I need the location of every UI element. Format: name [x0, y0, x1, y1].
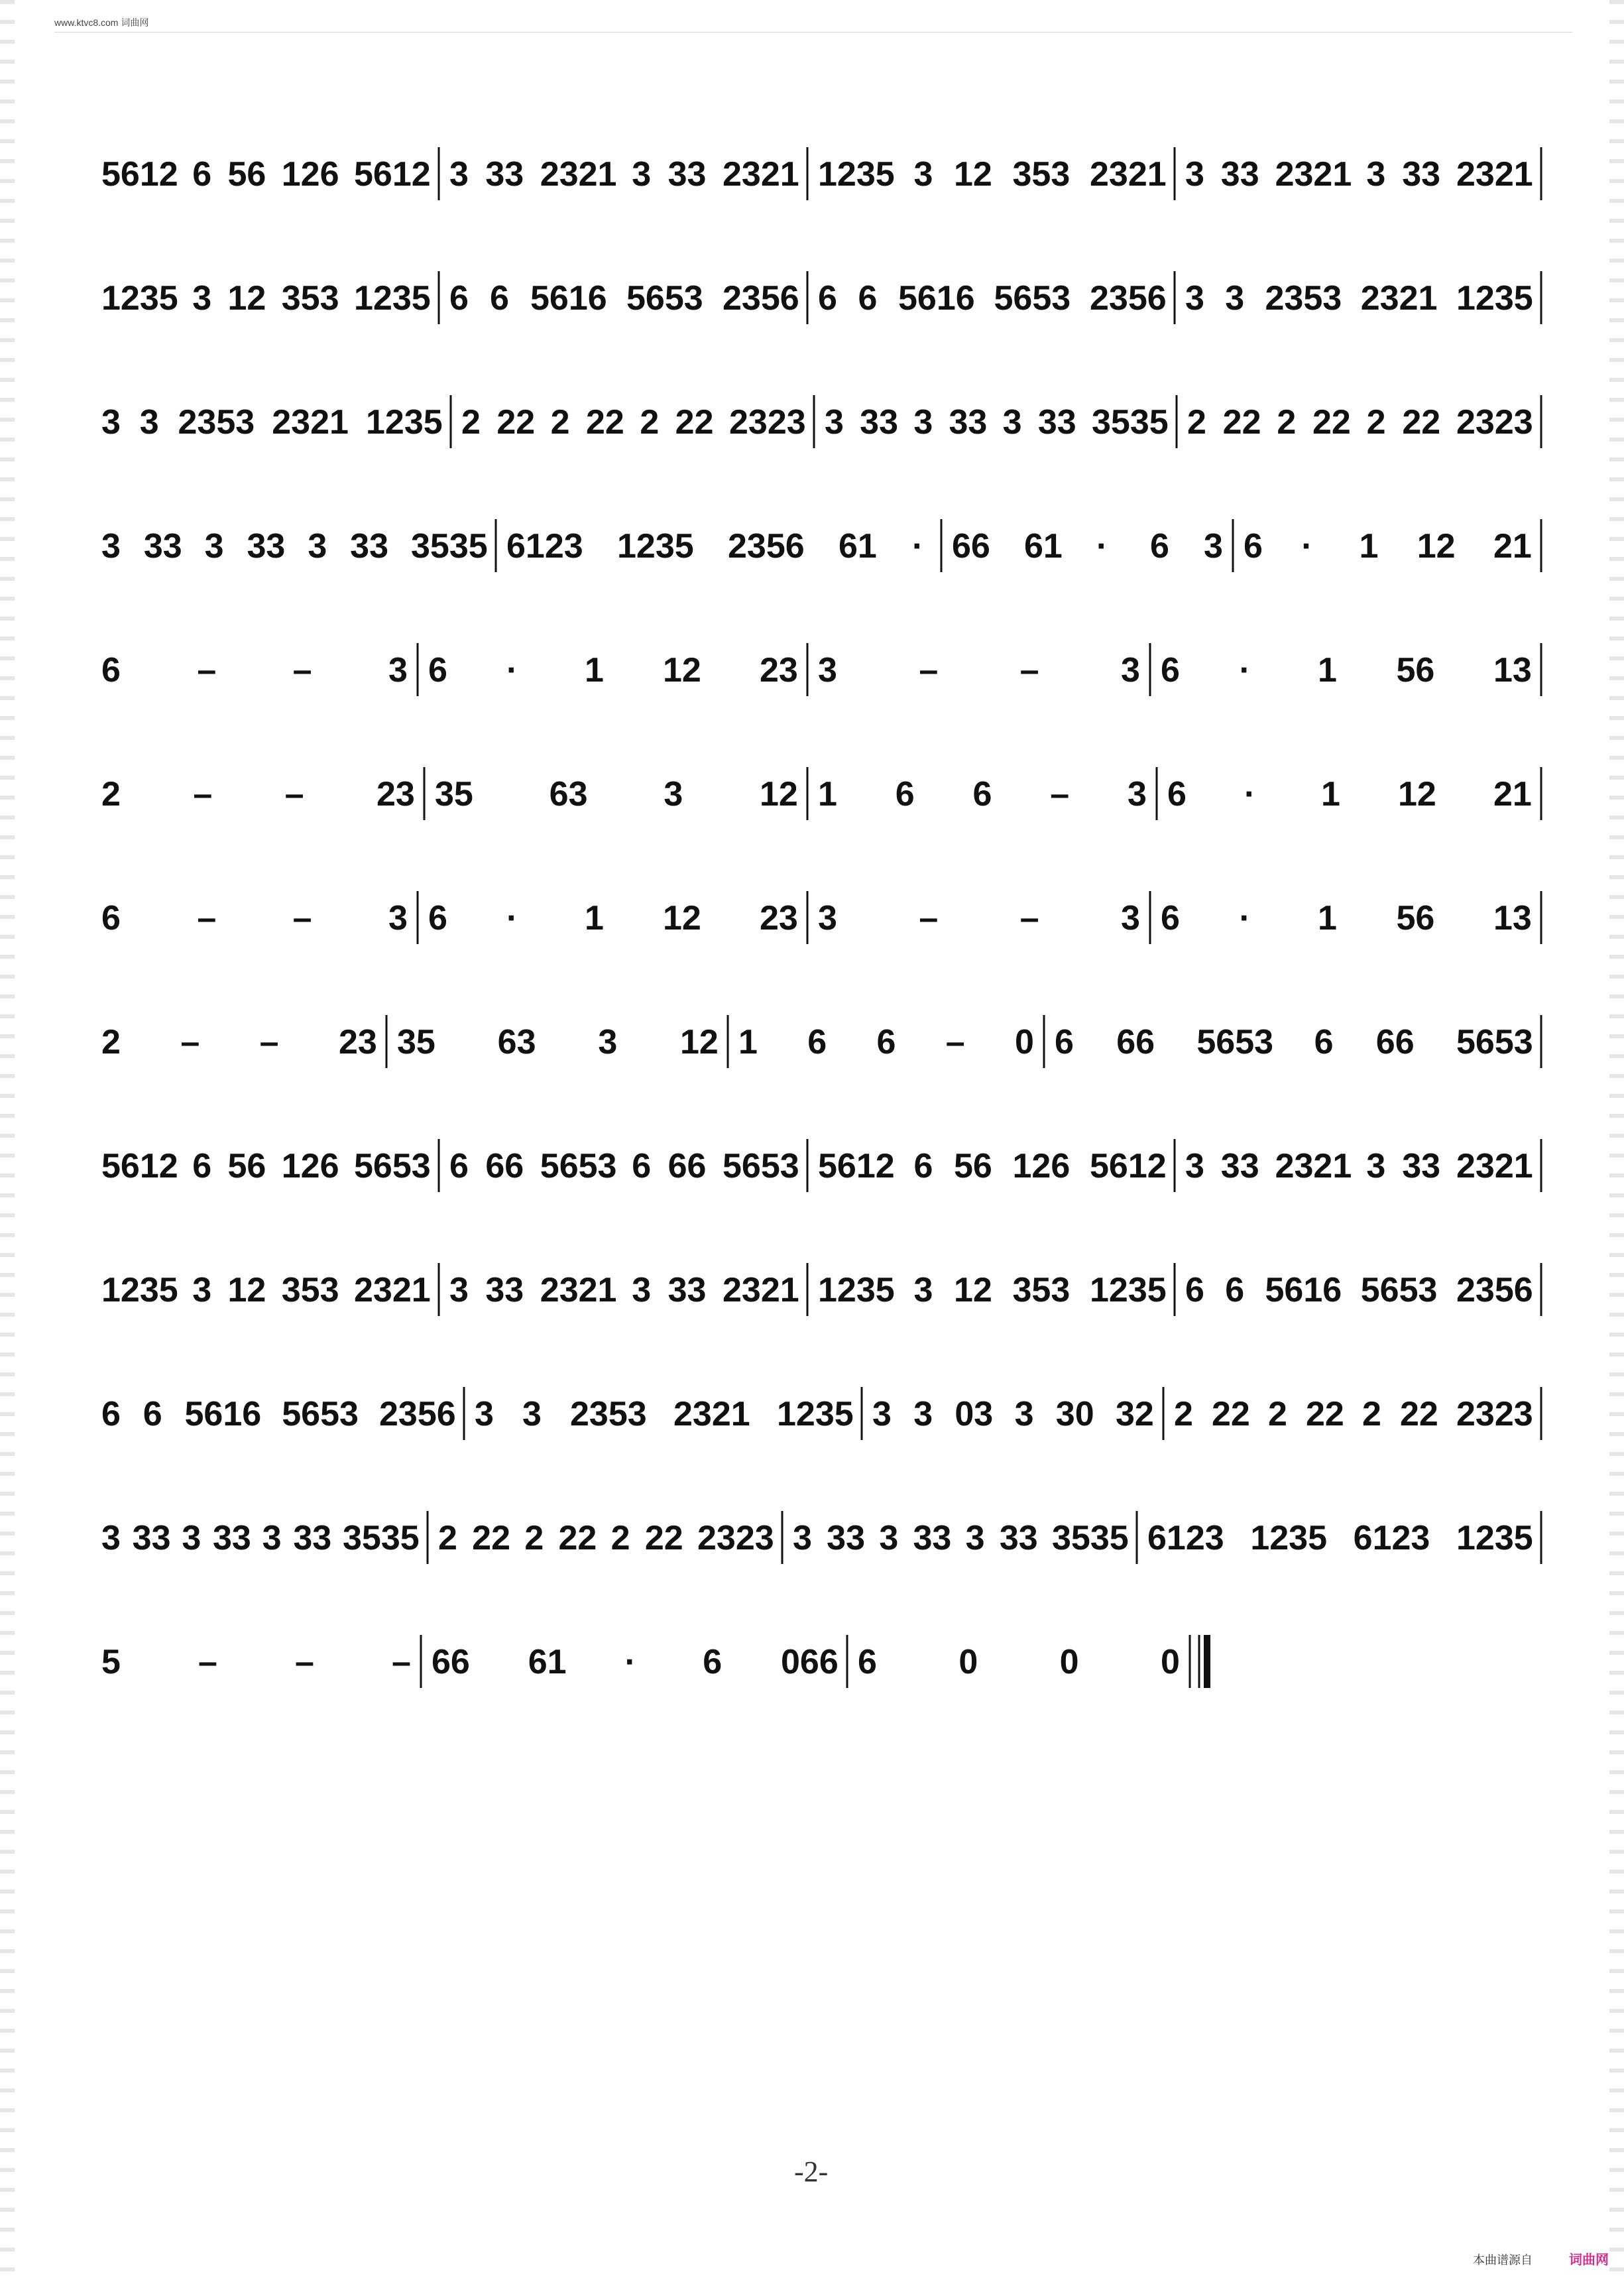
- note-group: 33: [485, 155, 524, 194]
- note-group: 33: [293, 1519, 332, 1557]
- note-group: 353: [1012, 155, 1071, 194]
- note-group: 2353: [1265, 279, 1342, 318]
- note-group: 22: [472, 1519, 511, 1557]
- note-group: 6: [1161, 899, 1180, 937]
- note-group: 2321: [272, 403, 349, 442]
- note-group: 3: [965, 1519, 985, 1557]
- note-group: –: [259, 1023, 279, 1061]
- note-group: 3: [204, 527, 224, 566]
- note-group: –: [197, 651, 217, 690]
- note-group: 3: [825, 403, 844, 442]
- note-group: 3: [308, 527, 327, 566]
- note-group: 2: [610, 1519, 630, 1557]
- note-group: 6: [1161, 651, 1180, 690]
- note-group: 2321: [1456, 155, 1533, 194]
- note-group: ·: [1301, 527, 1313, 566]
- note-group: 353: [1012, 1271, 1071, 1309]
- note-group: –: [295, 1643, 314, 1681]
- note-group: 3: [101, 403, 121, 442]
- note-group: 35: [397, 1023, 435, 1061]
- note-group: 23: [760, 651, 798, 690]
- note-group: 66: [667, 1147, 707, 1185]
- note-group: 6: [449, 279, 469, 318]
- note-group: 6: [632, 1147, 652, 1185]
- note-group: 066: [781, 1643, 839, 1681]
- note-group: 6: [192, 1147, 212, 1185]
- note-group: 6: [1167, 775, 1187, 813]
- note-group: 5: [101, 1643, 121, 1681]
- note-group: 22: [1400, 1395, 1438, 1433]
- note-group: 66: [485, 1147, 524, 1185]
- note-group: 12: [954, 155, 992, 194]
- note-group: 6: [192, 155, 212, 194]
- note-group: 56: [954, 1147, 992, 1185]
- note-group: 126: [281, 155, 339, 194]
- note-group: 2: [1362, 1395, 1381, 1433]
- note-group: 1235: [366, 403, 443, 442]
- note-group: –: [945, 1023, 965, 1061]
- note-group: 22: [1212, 1395, 1250, 1433]
- note-group: 3: [182, 1519, 202, 1557]
- note-group: 6: [858, 1643, 877, 1681]
- note-group: –: [197, 899, 217, 937]
- note-group: 6: [1244, 527, 1263, 566]
- note-group: 33: [667, 155, 707, 194]
- note-group: 1235: [101, 1271, 178, 1309]
- note-group: 2: [101, 1023, 121, 1061]
- note-group: 2321: [1275, 1147, 1352, 1185]
- note-group: 1235: [1456, 1519, 1533, 1557]
- note-group: ·: [506, 899, 518, 937]
- note-group: 1235: [1456, 279, 1533, 318]
- note-group: 1: [1321, 775, 1340, 813]
- note-group: 5653: [282, 1395, 359, 1433]
- note-group: 6: [972, 775, 992, 813]
- note-group: 1: [1359, 527, 1379, 566]
- note-group: ·: [1239, 899, 1251, 937]
- note-group: 33: [143, 527, 182, 566]
- note-group: 3535: [411, 527, 488, 566]
- note-group: 56: [1396, 899, 1435, 937]
- note-group: 61: [1024, 527, 1063, 566]
- note-group: 2321: [1090, 155, 1167, 194]
- note-group: 3: [388, 651, 408, 690]
- note-group: 6123: [506, 527, 583, 566]
- note-group: 3: [139, 403, 159, 442]
- note-group: 2356: [1090, 279, 1167, 318]
- note-group: 5653: [540, 1147, 617, 1185]
- note-group: ·: [1244, 775, 1256, 813]
- note-group: 6123: [1147, 1519, 1224, 1557]
- note-group: 3: [101, 527, 121, 566]
- note-group: 1235: [818, 1271, 895, 1309]
- note-group: 23: [339, 1023, 377, 1061]
- note-group: –: [1050, 775, 1070, 813]
- note-group: 2: [1366, 403, 1386, 442]
- note-group: 13: [1493, 899, 1532, 937]
- note-group: 63: [549, 775, 588, 813]
- note-group: 33: [999, 1519, 1038, 1557]
- note-group: 3: [192, 279, 212, 318]
- note-group: 3: [872, 1395, 892, 1433]
- note-group: 12: [1417, 527, 1456, 566]
- note-group: 33: [1402, 155, 1441, 194]
- note-group: 3: [1002, 403, 1022, 442]
- note-group: 3: [1225, 279, 1245, 318]
- note-group: 5653: [994, 279, 1071, 318]
- note-group: 3: [913, 1395, 933, 1433]
- note-group: 1: [585, 651, 604, 690]
- note-group: 56: [227, 155, 266, 194]
- note-group: 3: [1185, 155, 1204, 194]
- note-group: 1: [1318, 651, 1337, 690]
- note-group: 2323: [1456, 403, 1533, 442]
- note-group: 5616: [1265, 1271, 1342, 1309]
- note-group: 22: [644, 1519, 683, 1557]
- note-group: 2356: [728, 527, 805, 566]
- note-group: 126: [281, 1147, 339, 1185]
- note-group: 1235: [777, 1395, 854, 1433]
- note-group: 33: [827, 1519, 866, 1557]
- note-group: 126: [1012, 1147, 1071, 1185]
- note-group: 2323: [1456, 1395, 1533, 1433]
- note-group: 12: [227, 1271, 266, 1309]
- note-group: 3: [522, 1395, 542, 1433]
- note-group: 33: [132, 1519, 171, 1557]
- note-group: 2321: [1275, 155, 1352, 194]
- note-group: ·: [1096, 527, 1108, 566]
- note-group: 6: [1314, 1023, 1334, 1061]
- note-group: 22: [1402, 403, 1441, 442]
- note-group: 2: [1268, 1395, 1287, 1433]
- note-group: ·: [624, 1643, 636, 1681]
- note-group: 0: [958, 1643, 978, 1681]
- note-group: 61: [839, 527, 877, 566]
- note-group: 22: [1306, 1395, 1344, 1433]
- note-group: –: [292, 899, 312, 937]
- note-group: 3: [475, 1395, 494, 1433]
- note-group: –: [180, 1023, 200, 1061]
- note-group: 13: [1493, 651, 1532, 690]
- note-group: 5653: [723, 1147, 799, 1185]
- note-group: 1: [1318, 899, 1337, 937]
- note-group: 2353: [178, 403, 255, 442]
- note-group: 2321: [723, 155, 799, 194]
- note-group: 6: [428, 899, 447, 937]
- note-group: 1235: [617, 527, 694, 566]
- note-group: 5612: [354, 155, 431, 194]
- note-group: 2: [524, 1519, 544, 1557]
- note-group: 33: [1220, 155, 1259, 194]
- note-group: 33: [913, 1519, 952, 1557]
- note-group: 6: [876, 1023, 896, 1061]
- note-group: 61: [528, 1643, 567, 1681]
- note-group: 0: [1161, 1643, 1180, 1681]
- note-group: 12: [227, 279, 266, 318]
- site-logo: 词曲网: [1569, 2253, 1609, 2267]
- note-group: 3: [1185, 279, 1204, 318]
- source-label: 本曲谱源自: [1473, 2254, 1533, 2267]
- note-group: 66: [432, 1643, 470, 1681]
- note-group: 3: [1014, 1395, 1034, 1433]
- note-group: 63: [497, 1023, 536, 1061]
- note-group: 23: [760, 899, 798, 937]
- note-group: 3: [388, 899, 408, 937]
- note-group: 33: [667, 1271, 707, 1309]
- note-group: 1: [738, 1023, 758, 1061]
- note-group: 6: [1225, 1271, 1245, 1309]
- note-group: 33: [1402, 1147, 1441, 1185]
- note-group: 6: [807, 1023, 827, 1061]
- note-group: 12: [954, 1271, 992, 1309]
- note-group: 2: [640, 403, 660, 442]
- note-group: 6: [818, 279, 837, 318]
- note-group: 2: [1174, 1395, 1193, 1433]
- note-group: 2: [550, 403, 570, 442]
- note-group: 5612: [101, 1147, 178, 1185]
- note-group: 5612: [1090, 1147, 1167, 1185]
- note-group: 33: [213, 1519, 251, 1557]
- note-group: 12: [680, 1023, 719, 1061]
- note-group: 3: [632, 1271, 652, 1309]
- note-group: 56: [227, 1147, 266, 1185]
- note-group: –: [919, 899, 939, 937]
- note-group: 3: [449, 1271, 469, 1309]
- note-group: 3: [913, 1271, 933, 1309]
- note-group: 3: [1366, 155, 1386, 194]
- note-group: 22: [558, 1519, 597, 1557]
- note-group: 2321: [723, 1271, 799, 1309]
- note-group: 5653: [1196, 1023, 1274, 1061]
- note-group: 3: [1121, 651, 1140, 690]
- note-group: 32: [1116, 1395, 1154, 1433]
- note-group: 3: [101, 1519, 121, 1557]
- note-group: 3535: [343, 1519, 420, 1557]
- note-group: –: [1019, 651, 1039, 690]
- note-group: 3: [192, 1271, 212, 1309]
- note-group: 3: [793, 1519, 812, 1557]
- note-group: 33: [485, 1271, 524, 1309]
- note-group: 33: [350, 527, 389, 566]
- note-group: 21: [1493, 775, 1532, 813]
- note-group: 1: [818, 775, 837, 813]
- note-group: 33: [949, 403, 988, 442]
- note-group: 1235: [101, 279, 178, 318]
- note-group: 22: [675, 403, 714, 442]
- note-group: 6: [101, 651, 121, 690]
- note-group: 6: [490, 279, 509, 318]
- note-group: 3535: [1092, 403, 1169, 442]
- note-group: 1235: [1090, 1271, 1167, 1309]
- note-group: 5653: [626, 279, 703, 318]
- note-group: 66: [1116, 1023, 1155, 1061]
- note-group: 0: [1059, 1643, 1079, 1681]
- note-group: ·: [506, 651, 518, 690]
- note-group: –: [292, 651, 312, 690]
- note-group: 6: [703, 1643, 723, 1681]
- note-group: 22: [586, 403, 624, 442]
- note-group: 6: [428, 651, 447, 690]
- note-group: 1235: [1250, 1519, 1328, 1557]
- header-site-text: www.ktvc8.com 词曲网: [54, 17, 149, 28]
- note-group: 6: [858, 279, 878, 318]
- note-group: –: [919, 651, 939, 690]
- note-group: 33: [247, 527, 286, 566]
- note-group: 2: [1187, 403, 1206, 442]
- note-group: 66: [1375, 1023, 1415, 1061]
- note-group: 2321: [354, 1271, 431, 1309]
- note-group: 1235: [354, 279, 431, 318]
- note-group: 2356: [379, 1395, 456, 1433]
- note-group: 3: [1204, 527, 1223, 566]
- note-group: 12: [1398, 775, 1436, 813]
- note-group: 22: [496, 403, 536, 442]
- note-group: 30: [1055, 1395, 1094, 1433]
- note-group: 12: [760, 775, 798, 813]
- note-group: 5653: [1360, 1271, 1438, 1309]
- note-group: 3535: [1052, 1519, 1129, 1557]
- note-group: 353: [281, 279, 339, 318]
- note-group: 3: [1366, 1147, 1386, 1185]
- note-group: 5616: [530, 279, 607, 318]
- note-group: 33: [1220, 1147, 1259, 1185]
- note-group: –: [284, 775, 304, 813]
- note-group: 6123: [1353, 1519, 1430, 1557]
- note-group: 12: [663, 899, 701, 937]
- note-group: 22: [1222, 403, 1261, 442]
- note-group: 5653: [1456, 1023, 1533, 1061]
- note-group: 5616: [898, 279, 975, 318]
- note-group: 3: [449, 155, 469, 194]
- note-group: 3: [262, 1519, 282, 1557]
- note-group: ·: [1239, 651, 1251, 690]
- note-group: 353: [281, 1271, 339, 1309]
- page-number: -2-: [794, 2155, 829, 2188]
- note-group: 6: [913, 1147, 933, 1185]
- note-group: 5612: [818, 1147, 895, 1185]
- note-group: –: [392, 1643, 411, 1681]
- note-group: 35: [435, 775, 473, 813]
- note-group: 2321: [673, 1395, 750, 1433]
- note-group: 2323: [729, 403, 806, 442]
- note-group: 3: [1185, 1147, 1204, 1185]
- note-group: 33: [1037, 403, 1076, 442]
- note-group: 6: [449, 1147, 469, 1185]
- note-group: –: [1019, 899, 1039, 937]
- note-group: 2356: [723, 279, 799, 318]
- note-group: 2356: [1456, 1271, 1533, 1309]
- note-group: 12: [663, 651, 701, 690]
- note-group: 23: [377, 775, 415, 813]
- note-group: 1: [585, 899, 604, 937]
- note-group: –: [193, 775, 213, 813]
- note-group: 66: [952, 527, 990, 566]
- note-group: 3: [1128, 775, 1147, 813]
- note-group: 6: [895, 775, 915, 813]
- note-group: 2: [438, 1519, 457, 1557]
- note-group: 5612: [101, 155, 178, 194]
- note-group: 5616: [184, 1395, 262, 1433]
- note-group: 6: [1055, 1023, 1074, 1061]
- note-group: 3: [818, 899, 837, 937]
- note-group: 3: [632, 155, 652, 194]
- note-group: 6: [101, 1395, 121, 1433]
- note-group: 6: [1150, 527, 1169, 566]
- note-group: 21: [1493, 527, 1532, 566]
- note-group: 2321: [1456, 1147, 1533, 1185]
- note-group: 6: [1185, 1271, 1204, 1309]
- note-group: 2: [101, 775, 121, 813]
- note-group: 2323: [697, 1519, 774, 1557]
- note-group: 3: [913, 155, 933, 194]
- note-group: 0: [1015, 1023, 1034, 1061]
- note-group: 22: [1312, 403, 1351, 442]
- note-group: 3: [664, 775, 683, 813]
- note-group: 2321: [540, 155, 617, 194]
- note-group: 6: [101, 899, 121, 937]
- note-group: 5653: [354, 1147, 431, 1185]
- note-group: 1235: [818, 155, 895, 194]
- note-group: 2353: [570, 1395, 647, 1433]
- note-group: 3: [598, 1023, 618, 1061]
- note-group: 2: [461, 403, 481, 442]
- note-group: 33: [860, 403, 899, 442]
- note-group: 3: [913, 403, 933, 442]
- note-group: 3: [818, 651, 837, 690]
- note-group: 2: [1277, 403, 1297, 442]
- note-group: 3: [1121, 899, 1140, 937]
- note-group: ·: [912, 527, 924, 566]
- note-group: –: [198, 1643, 217, 1681]
- note-group: 3: [879, 1519, 899, 1557]
- note-group: 03: [955, 1395, 994, 1433]
- note-group: 2321: [540, 1271, 617, 1309]
- note-group: 56: [1396, 651, 1435, 690]
- note-group: 2321: [1360, 279, 1438, 318]
- note-group: 6: [143, 1395, 162, 1433]
